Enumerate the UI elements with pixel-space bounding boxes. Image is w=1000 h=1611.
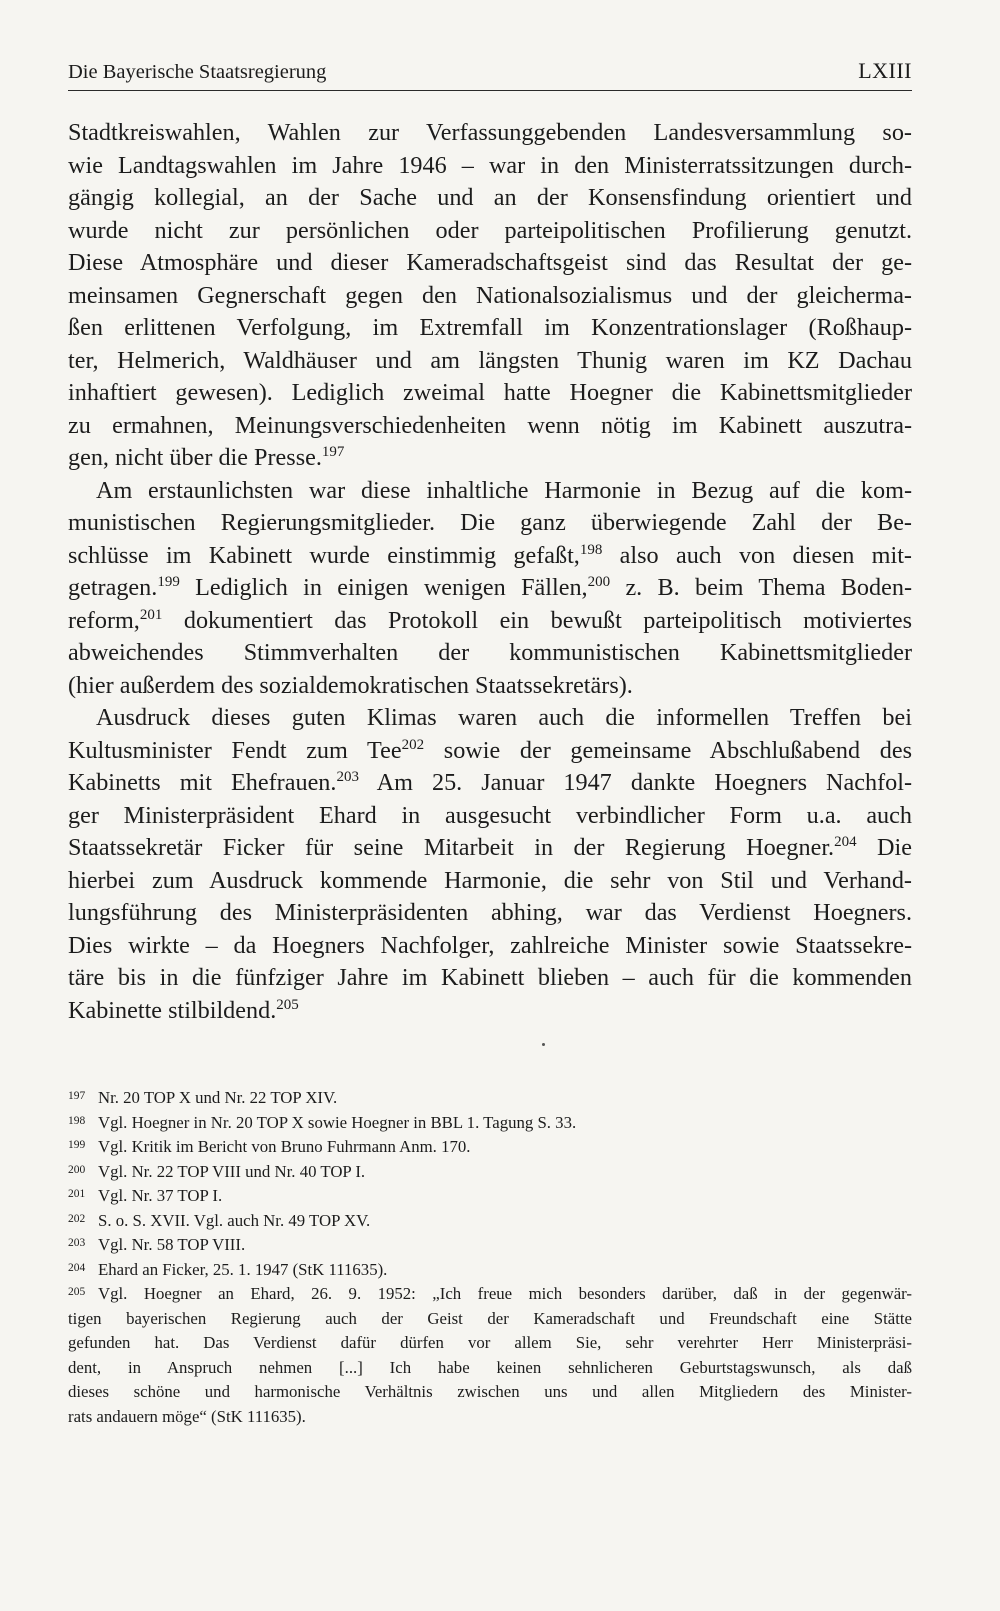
text-run: inhaftiert gewesen). Lediglich zweimal hatte Hoegner die Kabinettsmitglieder: [68, 379, 912, 406]
paragraph: [68, 475, 912, 703]
text-line: [68, 995, 912, 1028]
text-run: reform,: [68, 606, 140, 634]
footnote-number: 199: [68, 1139, 86, 1151]
footnote-number: 200: [68, 1163, 86, 1176]
text-run: wurde nicht zur persönlichen oder parteipolitischen Profilierung genutzt.: [68, 216, 912, 244]
footnote-line: S. o. S. XVII. Vgl. auch Nr. 49 TOP XV.: [98, 1210, 371, 1230]
text-line: [68, 897, 912, 930]
text-line: [68, 475, 912, 508]
footnote: [68, 1111, 912, 1136]
text-run: z. B. beim Thema Boden-: [610, 574, 913, 601]
text-run: ter, Helmerich, Waldhäuser und am längsten Thunig waren im KZ Dachau: [68, 346, 912, 374]
footnote-number: 197: [68, 1090, 86, 1102]
text-line: [68, 150, 912, 183]
text-run: ger Ministerpräsident Ehard in ausgesucht verbindlicher Form u.a. auch: [68, 801, 912, 829]
footnote-ref[interactable]: 203: [336, 769, 359, 785]
footnote-ref[interactable]: 205: [276, 996, 299, 1013]
footnote-line: tigen bayerischen Regierung auch der Geist der Kameradschaft und Freundschaft eine Stätte: [68, 1308, 912, 1328]
text-run: (hier außerdem des sozialdemokratischen Staatssekretärs).: [68, 671, 633, 699]
footnote-text: [98, 1135, 912, 1160]
footnote-line: dieses schöne und harmonische Verhältnis zwischen uns und allen Mitgliedern des Minister-: [68, 1382, 912, 1401]
text-line: [68, 832, 912, 865]
text-line: [68, 702, 912, 735]
footnote-text: [98, 1258, 912, 1283]
text-run: täre bis in die fünfziger Jahre im Kabinett blieben – auch für die kommenden: [68, 964, 912, 991]
paragraph: [68, 117, 912, 475]
footnote: [68, 1135, 912, 1160]
text-line: [68, 865, 912, 898]
text-line: [68, 637, 912, 670]
text-line: [68, 605, 912, 638]
text-line: [68, 345, 912, 378]
text-run: Die: [856, 834, 912, 861]
text-run: Kabinette stilbildend.: [68, 996, 277, 1024]
text-line: [68, 930, 912, 963]
text-line: [68, 767, 912, 800]
footnote-ref[interactable]: 197: [321, 444, 345, 460]
text-run: Am erstaunlichsten war diese inhaltliche Harmonie in Bezug auf die kom-: [96, 476, 912, 504]
text-line: [68, 507, 912, 540]
footnote-line: Vgl. Kritik im Bericht von Bruno Fuhrmann Anm. 170.: [98, 1137, 471, 1156]
text-run: zu ermahnen, Meinungsverschiedenheiten wenn nötig im Kabinett auszutra-: [68, 411, 912, 439]
running-head: [68, 58, 912, 91]
text-run: getragen.: [68, 574, 158, 601]
text-line: [68, 247, 912, 280]
text-run: Diese Atmosphäre und dieser Kameradschaftsgeist sind das Resultat der ge-: [68, 249, 912, 276]
footnote-line: dent, in Anspruch nehmen [...] Ich habe keinen sehnlicheren Geburtstagswunsch, als daß: [68, 1357, 912, 1377]
text-line: [68, 410, 912, 443]
text-run: also auch von diesen mit-: [602, 541, 912, 569]
text-run: Kultusminister Fendt zum Tee: [68, 736, 402, 764]
text-run: Lediglich in einigen wenigen Fällen,: [179, 574, 588, 601]
text-run: hierbei zum Ausdruck kommende Harmonie, die sehr von Stil und Verhand-: [68, 866, 912, 894]
footnote-line: Vgl. Hoegner an Ehard, 26. 9. 1952: „Ich freue mich besonders darüber, daß in der gegenwär-: [98, 1284, 912, 1303]
footnote-line: Vgl. Nr. 37 TOP I.: [98, 1186, 223, 1205]
text-run: dokumentiert das Protokoll ein bewußt parteipolitisch motiviertes: [162, 606, 912, 634]
text-line: [68, 377, 912, 410]
footnote: [68, 1233, 912, 1258]
footnote-line: gefunden hat. Das Verdienst dafür dürfen vor allem Sie, sehr verehrter Herr Ministerpräsi-: [68, 1333, 912, 1352]
text-run: Am 25. Januar 1947 dankte Hoegners Nachfol-: [358, 769, 913, 796]
text-line: [68, 962, 912, 995]
text-run: Kabinetts mit Ehefrauen.: [68, 769, 337, 796]
footnote-ref[interactable]: 202: [401, 736, 425, 753]
body-text: [68, 117, 912, 1027]
text-run: schlüsse im Kabinett wurde einstimmig gefaßt,: [68, 541, 580, 569]
footnote-number: 202: [68, 1212, 86, 1225]
text-run: abweichendes Stimmverhalten der kommunistischen Kabinettsmitglieder: [68, 639, 912, 666]
footnote-text: [98, 1111, 912, 1136]
running-head-title: Die Bayerische Staatsregierung: [68, 61, 327, 83]
footnote-line: Vgl. Nr. 58 TOP VIII.: [98, 1235, 246, 1254]
footnote-text: [98, 1233, 912, 1258]
text-run: Dies wirkte – da Hoegners Nachfolger, zahlreiche Minister sowie Staatssekre-: [68, 931, 912, 959]
footnote-line: Nr. 20 TOP X und Nr. 22 TOP XIV.: [98, 1088, 338, 1107]
text-run: sowie der gemeinsame Abschlußabend des: [424, 736, 912, 764]
footnote: [68, 1086, 912, 1111]
text-run: munistischen Regierungsmitglieder. Die ganz überwiegende Zahl der Be-: [68, 509, 912, 536]
decorative-dot: [542, 1043, 545, 1046]
footnote-number: 205: [68, 1286, 86, 1298]
footnote-number: 201: [68, 1188, 86, 1200]
paragraph: [68, 702, 912, 1027]
footnote-number: 203: [68, 1237, 86, 1249]
footnote: [68, 1160, 912, 1185]
footnote: [68, 1184, 912, 1209]
footnote-line: rats andauern möge“ (StK 111635).: [68, 1406, 306, 1426]
text-line: [68, 540, 912, 573]
text-run: Stadtkreiswahlen, Wahlen zur Verfassunggebenden Landesversammlung so-: [68, 119, 912, 146]
footnote-text: [98, 1086, 912, 1111]
text-run: gen, nicht über die Presse.: [68, 444, 322, 471]
text-line: [68, 572, 912, 605]
text-line: [68, 280, 912, 313]
footnote-ref[interactable]: 201: [139, 606, 163, 623]
footnote-ref[interactable]: 198: [579, 541, 603, 558]
footnote: [68, 1209, 912, 1234]
text-line: [68, 800, 912, 833]
text-line: [68, 117, 912, 150]
text-run: meinsamen Gegnerschaft gegen den Nationalsozialismus und der gleicherma-: [68, 281, 912, 309]
text-run: ßen erlittenen Verfolgung, im Extremfall im Konzentrationslager (Roßhaup-: [68, 314, 912, 341]
footnote-ref[interactable]: 199: [157, 574, 180, 590]
footnote-text: [98, 1184, 912, 1209]
page-number: LXIII: [858, 58, 912, 83]
footnote-ref[interactable]: 200: [587, 574, 611, 590]
footnote-number: 198: [68, 1114, 86, 1127]
text-run: Staatssekretär Ficker für seine Mitarbeit in der Regierung Hoegner.: [68, 834, 835, 861]
footnote-text: [98, 1209, 912, 1234]
footnote-line: Ehard an Ficker, 25. 1. 1947 (StK 111635).: [98, 1259, 388, 1279]
footnote-line: Vgl. Hoegner in Nr. 20 TOP X sowie Hoegner in BBL 1. Tagung S. 33.: [98, 1112, 577, 1132]
footnote-line: Vgl. Nr. 22 TOP VIII und Nr. 40 TOP I.: [98, 1161, 366, 1181]
footnotes: [68, 1086, 912, 1429]
text-line: [68, 735, 912, 768]
text-run: Ausdruck dieses guten Klimas waren auch die informellen Treffen bei: [96, 704, 912, 731]
text-line: [68, 312, 912, 345]
text-run: lungsführung des Ministerpräsidenten abhing, war das Verdienst Hoegners.: [68, 899, 912, 926]
footnote-number: 204: [68, 1261, 86, 1274]
text-line: [68, 215, 912, 248]
footnote-text: [98, 1160, 912, 1185]
text-line: [68, 182, 912, 215]
footnote: [68, 1282, 912, 1429]
text-line: [68, 442, 912, 475]
text-run: wie Landtagswahlen im Jahre 1946 – war in den Ministerratssitzungen durch-: [68, 151, 912, 179]
footnote-ref[interactable]: 204: [834, 834, 857, 850]
footnote: [68, 1258, 912, 1283]
text-line: [68, 670, 912, 703]
text-run: gängig kollegial, an der Sache und an der Konsensfindung orientiert und: [68, 184, 912, 211]
